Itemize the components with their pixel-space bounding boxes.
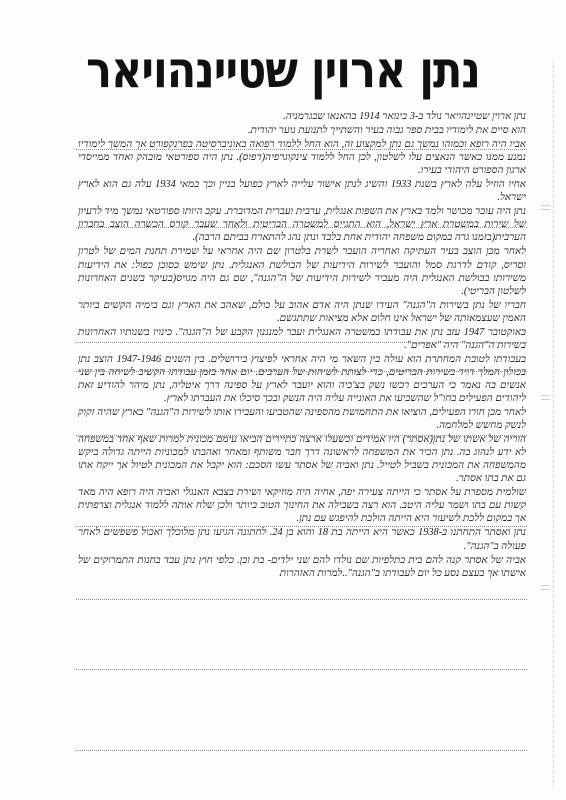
paragraph: הוא סיים את לימודיו בבית ספר גבוה בעיר והשתייך לתנועת נוער יהודית. <box>248 125 526 137</box>
dotted-rule <box>76 149 527 150</box>
paragraph: נתן היה עובר מכושר ולמד בארץ את השפות אנגלית, ערבית ועברית המדוברת. עקב היותו ספורטאי נמשך מיד לרעיון של שירות במשטרת ארץ ישראל, הוא התגייס למשטרה הבריטית ולאחר שעבר קורס הכשרה הוצב בחברון הערבית(בזמנו גרה במקום משפחה יהודית אחת בלבד ונתן נהג להתארח בביתם הרבה). <box>78 206 526 244</box>
binder-margin-line <box>553 60 554 788</box>
dotted-rule <box>76 750 527 751</box>
paragraph: שולמית מספרת על אסתר כי הייתה צעירה יפה, אחיה היה מוזיקאי ושירת בצבא האנגלי ואביה היה רופא היה מאד קשות עם בתו ושמר עליה היטב. הוא רצה בשבילה את החינוך הטוב ביותר ולכן שלח אותה ללמוד אנגלית וצרפתית אך במקום ללכת לשיעור היא הייתה הולכת להיפגש עם נתן. <box>78 487 526 525</box>
dotted-rule <box>76 526 527 527</box>
dotted-rule <box>76 227 527 228</box>
paragraph: לאחר מכן חורו הפעילים, הוציאו את התחמושת מהספינה שהטביעו והעבירו אותו לשירות ה"הגנה" בארץ שהיה זקוק לנשק מחשש למלחמה. <box>78 407 526 432</box>
paragraph: אחיו הוזיל עלה לארץ בשנת 1933 והשיג לנתן אישור עלייה לארץ כפועל בניין וכך במאי 1934 עלה גם הוא לארץ ישראל. <box>78 179 526 204</box>
paragraph: הוריה של אשתו של נתן(אסתר) היו אמידים וכשעלו ארצה כתיירים הביאו עימם מכונית למרות שאף אחד במשפחה לא ידע לנהוג בה. נתן הכיר את המשפחה לראשונה דרך חבר משותף ומאחר ואהבתו למכוניות הייתה גדולה ביקש מהמשפחה את המכונית בשביל לטייל. נתן ואביה של אסתר עשו הסכם: הוא יקבל את המכונית לטיול אך ייקח אתו גם את בתו אסתר. <box>78 434 526 485</box>
dotted-rule <box>76 669 527 670</box>
document-body <box>78 110 526 581</box>
paragraph: חבריו של נתן בשירות ה"הגנה" העידו שנתן היה אדם אהוב על כולם, שאהב את הארץ וגם בימיה הקשים ביותר האמין שעצמאותה של ישראל אינו חלום אלא מציאות שתתגשם. <box>78 299 526 324</box>
dotted-rule <box>76 435 527 436</box>
paragraph: נתן ארוין שטיינהויאר נולד ב-3 בינואר 1914 בהאנאו שבגרמניה. <box>283 111 526 122</box>
punch-mark <box>541 585 550 590</box>
dotted-rule <box>76 599 527 600</box>
document-title: נתן ארוין שטיינהויאר <box>86 41 480 101</box>
paragraph: לאחר מכן הוצב בעיר העתיקה ואחריה הועבר לשרת בלטרון שם היה אחראי על שמירת תחנת המים של לטרון וסריס, קודם לדרגת סמל והועבר לשירות הידיעות של הבולשת האנגלית. נתן שימש כסוכן כפול: את הידיעות משירותו בבולשת האנגלית היה מעביר לשירות הידיעות של ה"הגנה", שם גם היה מגויס(בעיקר בשנים האחרונות לשלטון הבריטי). <box>78 246 526 297</box>
paragraph: בעבודתו לטובת המחתרת הוא עולה בין השאר מי היה אחראי לפיצוץ בירושלים. בין השנים 1947-1946 הוצב נתן בכולון המלך דויד בשירות הבריטים, כדי לצותת לשיחות של הערבים. יום אחד בזמן עבודתו הקשיב לשיחה בין שני אנשים בה נאמר כי הערבים רכשו נשק בצ'כיה והוא יועבר לארץ על ספינה דרך איטליה, נתן מיהר להודיע זאת ליהודים הפעילים בחו"ל שהשביעו את האונייה עליה היה הנשק ובכך סיכלו את העברתו לארץ. <box>78 353 526 404</box>
paragraph: אביו היה רופא וכמוהו נמשך גם נתן למקצוע זה, הוא החל ללמוד רפואה באוניברסיטה בפרנקפורט אך המשך לימודיו נמנע ממנו כאשר הנאצים עלו לשלטון, לכן החל ללמוד צינקוגרפיה(דפוס). נתן היה ספורטאי מובהק ואחד ממייסדי ארגון הספורט היהודי בעירו. <box>78 139 526 177</box>
paragraph: אביה של אסתר קנה להם בית בתלפיות שם נולדו להם שני ילדים- בת ובן. כלפי חוץ נתן עבד בחנות התמרוקים של אישתו אך בעצם נסע כל יום לעבודתו ב"הגנה"..למרות האזהרות <box>78 554 526 579</box>
punch-mark <box>541 395 550 400</box>
punch-mark <box>541 205 550 210</box>
paragraph: באוקטובר 1947 עזב נתן את עבודתו במשטרה האנגלית ועבר למנגנון הקבע של ה"הגנה". כינויו בשנותיו האחרונות בשירות ה"הגנה" היה "אפרים". <box>78 326 526 351</box>
dotted-rule <box>76 371 527 372</box>
dotted-rule <box>76 342 527 343</box>
paragraph: נתן ואסתר התחתנו ב-1938 כאשר היא הייתה בת 18 והוא בן 24. לחתונה הגיעו נתן מלוכלך ואכול פשפשים לאחר פעולה ב"הגנה". <box>78 527 526 552</box>
